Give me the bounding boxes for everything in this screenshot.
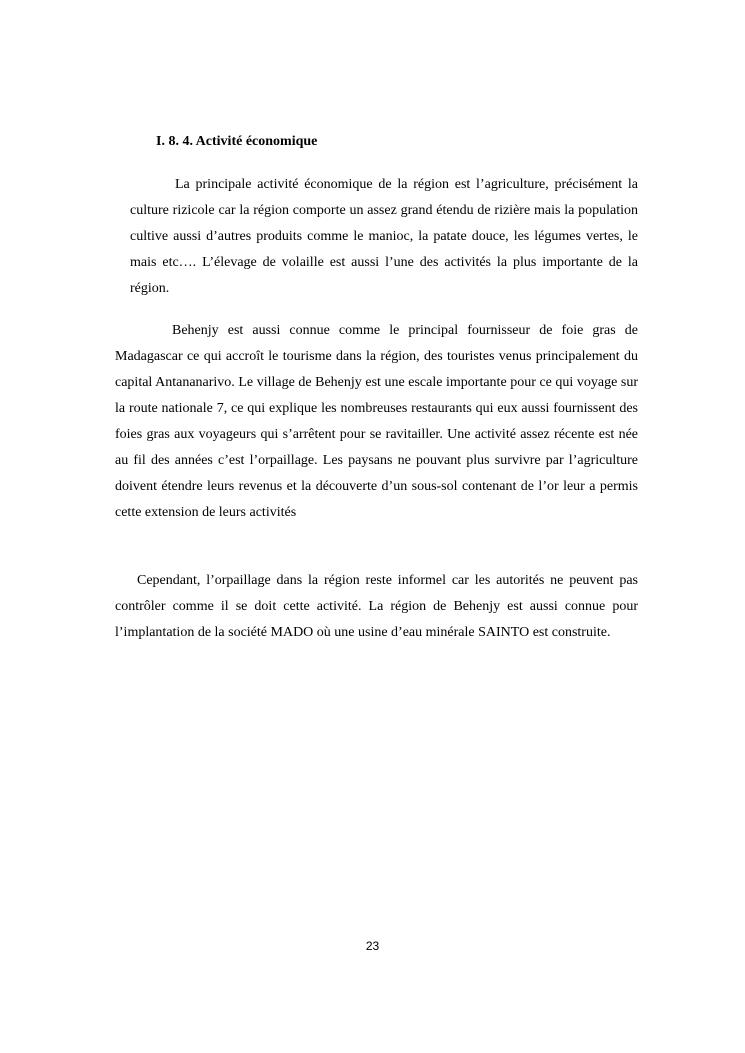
paragraph-orpaillage: Cependant, l’orpaillage dans la région reste informel car les autorités ne peuvent pas contrôler comme il se doit cette activité. La région de Behenjy est aussi connue pour l’implantation de la société MADO où une usine d’eau minérale SAINTO est construite.: [115, 573, 638, 640]
paragraph-behenjy-foie-gras: Behenjy est aussi connue comme le principal fournisseur de foie gras de Madagascar ce qui accroît le tourisme dans la région, des touristes venus principalement du capital Antananarivo. Le village de Behenjy est une escale importante pour ce qui voyage sur la route nationale 7, ce qui explique les nombreuses restaurants qui eux aussi fournissent des foies gras aux voyageurs qui s’arrêtent pour se ravitailler. Une activité assez récente est née au fil des années c’est l’orpaillage. Les paysans ne pouvant plus survivre par l’agriculture doivent étendre leurs revenus et la découverte d’un sous-sol contenant de l’or leur a permis cette extension de leurs activités: [115, 323, 638, 520]
paragraph-economic-activity: La principale activité économique de la région est l’agriculture, précisément la culture rizicole car la région comporte un assez grand étendu de rizière mais la population cultive aussi d’autres produits comme le manioc, la patate douce, les légumes vertes, le mais etc…. L’élevage de volaille est aussi l’une des activités la plus importante de la région.: [130, 177, 638, 296]
page-number: 23: [365, 939, 380, 953]
section-heading: I. 8. 4. Activité économique: [156, 134, 318, 149]
